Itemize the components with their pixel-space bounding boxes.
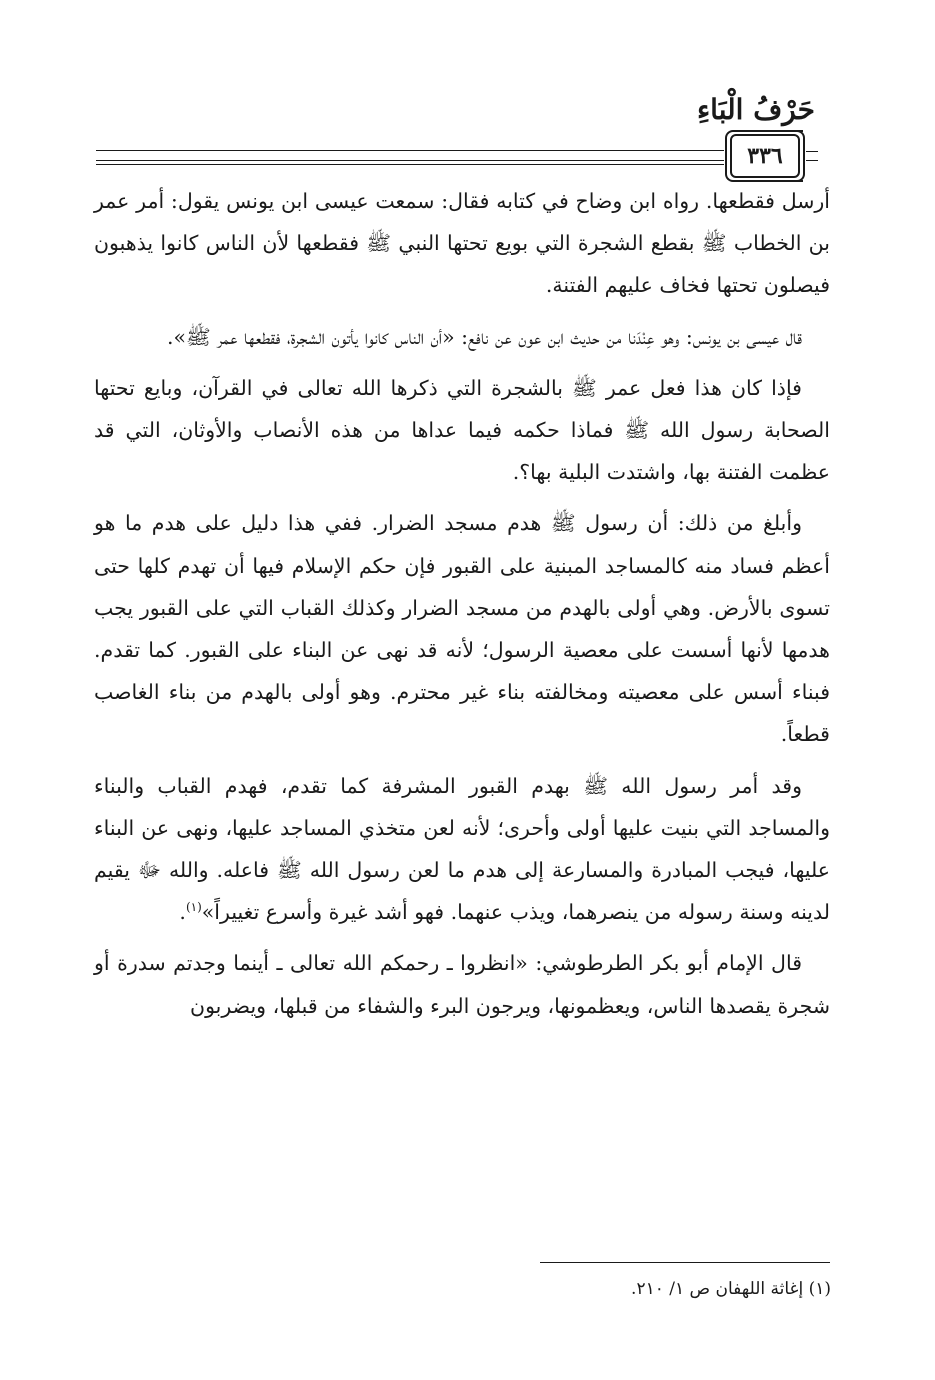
paragraph-with-footnote <box>94 765 830 934</box>
paragraph: وأبلغ من ذلك: أن رسول ﷺ هدم مسجد الضرار. ففي هذا دليل على هدم ما هو أعظم فساد منه كالمساجد المبنية على القبور فإن حكم الإسلام فيها أن تهدم كلها حتى تسوى بالأرض. وهي أولى بالهدم من مسجد الضرار وكذلك القباب التي على القبور يجب هدمها لأنها أسست على معصية الرسول؛ لأنه قد نهى عن البناء على القبور. كما تقدم. فبناء أسس على معصيته ومخالفته بناء غير محترم. وهو أولى بالهدم من بناء الغاصب قطعاً. <box>94 511 830 747</box>
header-end-dash <box>806 160 818 161</box>
paragraph: قال عيسى بن يونس: وهو عِنْدَنا من حديث ابن عون عن نافع: «أن الناس كانوا يأتون الشجرة، فقطعها عمر ﷺ». <box>166 324 802 349</box>
paragraph: قال الإمام أبو بكر الطرطوشي: «انظروا ـ رحمكم الله تعالى ـ أينما وجدتم سدرة أو شجرة يقصدها الناس، ويعظمونها، ويرجون البرء والشفاء من قبلها، ويضربون <box>94 951 830 1018</box>
paragraph-end: . <box>179 900 186 925</box>
header-rule-bottom <box>96 164 724 165</box>
footnote-separator <box>540 1262 830 1263</box>
main-text <box>94 180 830 1036</box>
header-end-dash <box>806 151 818 152</box>
page-number: ٣٣٦ <box>747 143 783 169</box>
footnote-reference: (١) <box>185 900 202 915</box>
page-number-frame <box>730 134 800 178</box>
header-rule-top <box>96 150 724 151</box>
footnote: (١) إغاثة اللهفان ص ١/ ٢١٠. <box>631 1279 831 1299</box>
paragraph-text: وقد أمر رسول الله ﷺ بهدم القبور المشرفة كما تقدم، فهدم القباب والبناء والمساجد التي بنيت عليها أولى وأحرى؛ لأنه لعن متخذي المساجد عليها، ونهى عن البناء عليها، فيجب المبادرة والمسارعة إلى هدم ما لعن رسول الله ﷺ فاعله. والله ﷻ يقيم لدينه وسنة رسوله من ينصرهما، ويذب عنهما. فهو أشد غيرة وأسرع تغييراً» <box>94 773 830 925</box>
paragraph: فإذا كان هذا فعل عمر ﷺ بالشجرة التي ذكرها الله تعالى في القرآن، وبايع تحتها الصحابة رسول الله ﷺ فماذا حكمه فيما عداها من هذه الأنصاب والأوثان، التي قد عظمت الفتنة بها، واشتدت البلية بها؟. <box>94 375 830 485</box>
running-title: حَرْفُ الْبَاءِ <box>697 93 815 126</box>
header-rule-middle <box>96 160 724 161</box>
paragraph: أرسل فقطعها. رواه ابن وضاح في كتابه فقال: سمعت عيسى ابن يونس يقول: أمر عمر بن الخطاب ﷺ بقطع الشجرة التي بويع تحتها النبي ﷺ فقطعها لأن الناس كانوا يذهبون فيصلون تحتها فخاف عليهم الفتنة. <box>94 189 830 298</box>
